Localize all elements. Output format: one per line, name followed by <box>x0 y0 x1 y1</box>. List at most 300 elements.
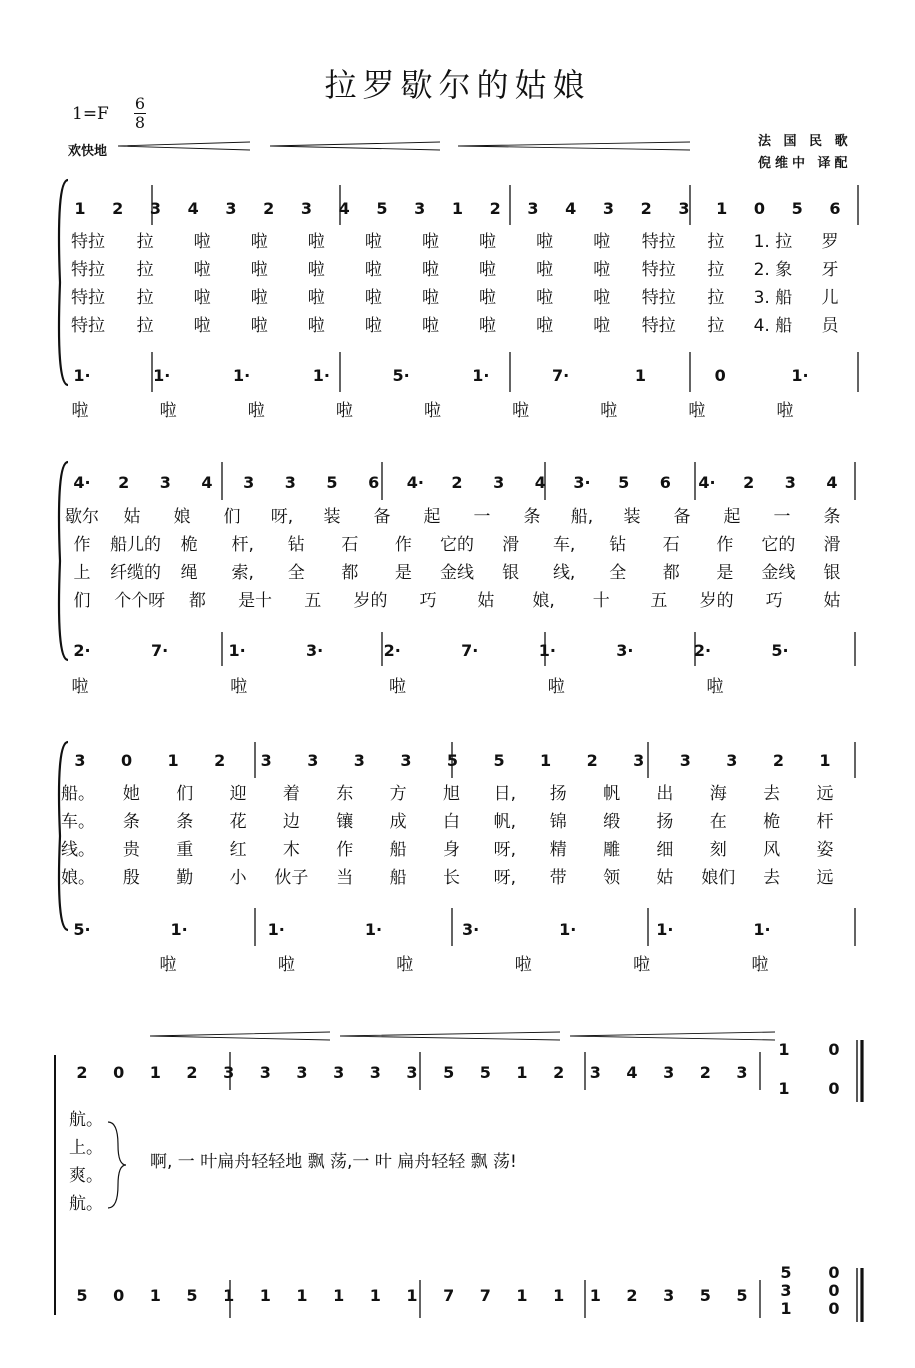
lyric-syllable: 贵 <box>122 840 140 860</box>
lyric-syllable: 啦 <box>193 316 211 336</box>
lower-lyric: 啦 <box>159 955 177 975</box>
lower-note: 1· <box>538 641 556 660</box>
lyric-syllable: 啦 <box>364 260 382 280</box>
lyric-syllable: 特拉 <box>641 260 676 280</box>
ending-note: 0 <box>828 1040 840 1059</box>
lyric-syllable: 特拉 <box>71 288 105 308</box>
upper-note: 0 <box>120 751 133 770</box>
upper-note: 3 <box>400 751 412 770</box>
lyric-syllable: 是十 <box>238 591 273 611</box>
lyric-syllable: 线。 <box>61 840 95 860</box>
lyric-syllable: 拉 <box>136 232 154 252</box>
lower-note: 2· <box>383 641 401 660</box>
lyric-syllable: 啦 <box>193 288 211 308</box>
upper-note: 4· <box>406 473 424 492</box>
lyric-syllable: 员 <box>821 316 839 336</box>
upper-note: 5 <box>376 199 388 218</box>
verse-ending: 上。 <box>69 1138 103 1158</box>
lower-lyric: 啦 <box>389 677 406 697</box>
lyric-syllable: 迎 <box>229 784 247 804</box>
upper-note: 3 <box>300 199 313 218</box>
lyric-syllable: 啦 <box>250 288 268 308</box>
lyric-syllable: 特拉 <box>71 316 105 336</box>
lyric-syllable: 起 <box>723 507 741 527</box>
lyric-syllable: 勤 <box>176 868 194 888</box>
lyric-syllable: 呀, <box>493 868 517 888</box>
lower-note: 2· <box>693 641 712 660</box>
lyric-syllable: 日, <box>493 784 517 804</box>
lyric-syllable: 牙 <box>821 260 839 280</box>
lyric-syllable: 拉 <box>707 232 725 252</box>
lyric-syllable: 长 <box>443 868 460 888</box>
upper-note: 5 <box>446 751 459 770</box>
lyric-syllable: 啦 <box>250 232 268 252</box>
ending-note: 1 <box>778 1079 790 1098</box>
lyric-syllable: 一 <box>773 507 791 527</box>
lower-lyric: 啦 <box>512 401 530 421</box>
upper-note: 2 <box>640 199 652 218</box>
lyric-syllable: 小 <box>229 868 247 888</box>
lyric-syllable: 方 <box>389 784 407 804</box>
crescendo-hairpin <box>458 142 690 150</box>
upper-note: 2 <box>76 1063 88 1082</box>
lower-note: 3 <box>663 1286 675 1305</box>
upper-note: 2 <box>112 199 124 218</box>
lower-lyric: 啦 <box>71 677 89 697</box>
verse-ending: 爽。 <box>69 1166 103 1186</box>
lyric-syllable: 条 <box>122 812 140 832</box>
upper-note: 2 <box>586 751 598 770</box>
lower-note: 1 <box>149 1286 161 1305</box>
lyric-syllable: 啦 <box>193 260 211 280</box>
upper-note: 3 <box>406 1063 418 1082</box>
lyric-syllable: 远 <box>816 784 834 804</box>
crescendo-hairpin <box>270 142 440 150</box>
lower-lyric: 啦 <box>751 955 769 975</box>
upper-note: 4 <box>826 473 838 492</box>
lyric-syllable: 啦 <box>479 260 497 280</box>
lower-lyric: 啦 <box>547 677 565 697</box>
lyric-syllable: 镶 <box>336 812 354 832</box>
lower-note: 1· <box>791 366 809 385</box>
upper-note: 3 <box>333 1063 345 1082</box>
lyric-syllable: 成 <box>389 812 407 832</box>
lyric-syllable: 啦 <box>307 232 325 252</box>
upper-note: 2 <box>186 1063 198 1082</box>
lower-note: 5· <box>771 641 789 660</box>
upper-note: 0 <box>113 1063 125 1082</box>
lyric-syllable: 红 <box>229 840 247 860</box>
lyric-syllable: 都 <box>341 563 359 583</box>
upper-note: 3 <box>284 473 296 492</box>
lyric-syllable: 在 <box>709 812 727 832</box>
lyric-syllable: 桅 <box>763 812 781 832</box>
lower-note: 7 <box>443 1286 455 1305</box>
ending-note: 1 <box>778 1040 790 1059</box>
lower-lyric: 啦 <box>633 955 651 975</box>
lower-note: 0 <box>714 366 726 385</box>
lyric-syllable: 娘们 <box>701 868 736 888</box>
lower-note: 1 <box>259 1286 271 1305</box>
lyric-syllable: 滑 <box>823 535 841 555</box>
lyric-syllable: 们 <box>176 784 194 804</box>
refrain-lyric: 啊, 一 叶扁舟轻轻地 飘 荡,一 叶 扁舟轻轻 飘 荡! <box>150 1152 517 1172</box>
lyric-syllable: 巧 <box>419 591 437 611</box>
lower-note: 1· <box>753 920 771 939</box>
lyric-syllable: 姑 <box>656 868 674 888</box>
lower-note: 5 <box>186 1286 198 1305</box>
lyric-syllable: 啦 <box>364 316 382 336</box>
key-signature: 1=F <box>72 104 109 124</box>
lyric-syllable: 风 <box>763 840 781 860</box>
lyric-syllable: 船 <box>389 868 407 888</box>
crescendo-hairpin <box>570 1032 775 1040</box>
upper-note: 5 <box>443 1063 455 1082</box>
lower-note: 1· <box>656 920 674 939</box>
lyric-syllable: 拉 <box>136 260 154 280</box>
lyric-syllable: 锦 <box>549 812 567 832</box>
lyric-syllable: 帆 <box>603 784 621 804</box>
upper-note: 3 <box>296 1063 308 1082</box>
lyric-syllable: 银 <box>502 563 520 583</box>
lyric-syllable: 车。 <box>61 812 95 832</box>
upper-note: 5 <box>493 751 505 770</box>
lyric-syllable: 啦 <box>364 232 382 252</box>
upper-note: 1 <box>451 199 464 218</box>
lower-note: 7· <box>461 641 479 660</box>
lyric-syllable: 伙子 <box>274 868 309 888</box>
lyric-syllable: 特拉 <box>641 288 676 308</box>
upper-note: 3 <box>527 199 539 218</box>
upper-note: 4 <box>187 199 199 218</box>
lyric-syllable: 去 <box>763 784 781 804</box>
lyric-syllable: 上 <box>73 563 91 583</box>
lyric-syllable: 啦 <box>421 232 439 252</box>
lyric-syllable: 儿 <box>821 288 839 308</box>
lower-note: 5· <box>392 366 410 385</box>
upper-note: 2 <box>118 473 130 492</box>
upper-note: 5 <box>326 473 338 492</box>
ending-note: 5 <box>780 1263 792 1282</box>
meter-bottom: 8 <box>134 113 146 132</box>
lyric-syllable: 雕 <box>603 840 621 860</box>
lyric-syllable: 啦 <box>307 288 325 308</box>
lyric-syllable: 巧 <box>765 591 783 611</box>
lower-note: 1 <box>406 1286 418 1305</box>
lyric-syllable: 姿 <box>816 840 834 860</box>
upper-note: 3 <box>243 473 255 492</box>
lyric-syllable: 个个呀 <box>114 591 166 611</box>
lyric-syllable: 呀, <box>493 840 517 860</box>
upper-note: 5 <box>618 473 630 492</box>
lyric-syllable: 它的 <box>440 535 474 555</box>
lyric-syllable: 全 <box>287 563 305 583</box>
lower-note: 5 <box>699 1286 711 1305</box>
lyric-syllable: 都 <box>662 563 680 583</box>
lyric-syllable: 杆, <box>231 535 254 555</box>
lyric-syllable: 3. 船 <box>753 288 793 308</box>
lyric-syllable: 啦 <box>593 260 611 280</box>
lyric-syllable: 五 <box>304 591 322 611</box>
lower-note: 1· <box>472 366 490 385</box>
lyric-syllable: 条 <box>823 507 841 527</box>
upper-note: 2 <box>743 473 755 492</box>
lyric-syllable: 线, <box>552 563 576 583</box>
upper-note: 2 <box>451 473 463 492</box>
lyric-syllable: 姑 <box>123 507 141 527</box>
lyric-syllable: 啦 <box>593 288 611 308</box>
lyric-syllable: 滑 <box>502 535 520 555</box>
lower-note: 1 <box>634 366 647 385</box>
lyric-syllable: 钻 <box>609 535 627 555</box>
lower-note: 1· <box>364 920 383 939</box>
ending-note: 3 <box>780 1281 792 1300</box>
lower-note: 0 <box>113 1286 125 1305</box>
lyric-syllable: 木 <box>282 840 300 860</box>
lyric-syllable: 罗 <box>821 232 839 252</box>
lower-note: 1 <box>333 1286 345 1305</box>
upper-note: 2 <box>699 1063 711 1082</box>
lyric-syllable: 1. 拉 <box>753 232 793 252</box>
lower-lyric: 啦 <box>424 401 441 421</box>
upper-note: 6 <box>368 473 380 492</box>
lyric-syllable: 身 <box>443 840 460 860</box>
upper-note: 3 <box>663 1063 675 1082</box>
lyric-syllable: 精 <box>549 840 567 860</box>
lyric-syllable: 船。 <box>61 784 95 804</box>
lyric-syllable: 岁的 <box>699 591 734 611</box>
lower-lyric: 啦 <box>277 955 295 975</box>
lyric-syllable: 是 <box>716 563 734 583</box>
lyric-syllable: 作 <box>73 535 91 555</box>
lyric-syllable: 五 <box>650 591 668 611</box>
lyric-syllable: 全 <box>609 563 627 583</box>
upper-note: 3 <box>260 751 272 770</box>
lyric-syllable: 金线 <box>761 563 796 583</box>
lyric-syllable: 啦 <box>479 316 497 336</box>
lower-note: 1· <box>312 366 330 385</box>
lyric-syllable: 作 <box>336 840 354 860</box>
lyric-syllable: 备 <box>373 507 391 527</box>
lyric-syllable: 啦 <box>421 288 439 308</box>
upper-note: 3 <box>679 751 691 770</box>
lyric-syllable: 杆 <box>816 812 834 832</box>
lyric-syllable: 啦 <box>536 316 554 336</box>
upper-note: 1 <box>540 751 552 770</box>
lyric-syllable: 海 <box>709 784 727 804</box>
lower-lyric: 啦 <box>396 955 414 975</box>
lyric-syllable: 娘 <box>173 507 191 527</box>
upper-note: 3 <box>353 751 365 770</box>
lyric-syllable: 重 <box>176 840 194 860</box>
lyric-syllable: 条 <box>176 812 194 832</box>
lyric-syllable: 都 <box>188 591 206 611</box>
upper-note: 4 <box>534 473 546 492</box>
lyric-syllable: 啦 <box>307 316 325 336</box>
lower-note: 1 <box>589 1286 601 1305</box>
lower-note: 2 <box>626 1286 638 1305</box>
lyric-syllable: 们 <box>73 591 91 611</box>
lyric-syllable: 石 <box>341 535 359 555</box>
lower-lyric: 啦 <box>600 401 618 421</box>
crescendo-hairpin <box>118 142 250 150</box>
lyric-syllable: 啦 <box>250 260 268 280</box>
lyric-syllable: 桅 <box>180 535 198 555</box>
upper-note: 2 <box>489 199 501 218</box>
upper-note: 3 <box>225 199 237 218</box>
lyric-syllable: 细 <box>656 840 674 860</box>
lyric-syllable: 旭 <box>443 784 460 804</box>
ending-note: 0 <box>828 1281 840 1300</box>
lower-note: 1· <box>153 366 171 385</box>
meter-top: 6 <box>134 94 146 113</box>
lyric-syllable: 啦 <box>536 288 554 308</box>
lower-note: 3· <box>616 641 634 660</box>
lyric-syllable: 装 <box>323 507 341 527</box>
lyric-syllable: 船儿的 <box>110 535 162 555</box>
lyric-syllable: 啦 <box>307 260 325 280</box>
lower-note: 7· <box>552 366 570 385</box>
upper-note: 3 <box>736 1063 748 1082</box>
upper-note: 4· <box>698 473 716 492</box>
lower-note: 1· <box>170 920 188 939</box>
upper-note: 3 <box>589 1063 601 1082</box>
crescendo-hairpin <box>150 1032 330 1040</box>
system-brace <box>59 180 68 385</box>
lower-note: 5 <box>76 1286 88 1305</box>
verse-brace <box>108 1122 126 1208</box>
lyric-syllable: 作 <box>716 535 734 555</box>
upper-note: 6 <box>659 473 671 492</box>
upper-note: 3 <box>223 1063 235 1082</box>
lyric-syllable: 殷 <box>122 868 140 888</box>
lyric-syllable: 4. 船 <box>753 316 793 336</box>
lyric-syllable: 娘, <box>532 591 555 611</box>
lower-note: 1 <box>516 1286 528 1305</box>
lyric-syllable: 拉 <box>707 316 725 336</box>
lyric-syllable: 去 <box>763 868 781 888</box>
upper-note: 3· <box>573 473 591 492</box>
upper-note: 3 <box>414 199 426 218</box>
lyric-syllable: 扬 <box>656 812 674 832</box>
lyric-syllable: 歇尔 <box>65 507 99 527</box>
upper-note: 3 <box>633 751 645 770</box>
lyric-syllable: 啦 <box>536 232 554 252</box>
lower-note: 3· <box>306 641 324 660</box>
lyric-syllable: 起 <box>423 507 441 527</box>
lyric-syllable: 出 <box>656 784 674 804</box>
lower-note: 7· <box>150 641 169 660</box>
lyric-syllable: 当 <box>336 868 354 888</box>
lyric-syllable: 金线 <box>440 563 474 583</box>
lyric-syllable: 索, <box>231 563 254 583</box>
verse-ending: 航。 <box>69 1110 103 1130</box>
lyric-syllable: 一 <box>473 507 491 527</box>
upper-note: 4· <box>73 473 91 492</box>
upper-note: 4 <box>565 199 577 218</box>
lyric-syllable: 车, <box>552 535 576 555</box>
lyric-syllable: 是 <box>394 563 412 583</box>
lower-lyric: 啦 <box>71 401 89 421</box>
upper-note: 5 <box>791 199 803 218</box>
upper-note: 3 <box>602 199 615 218</box>
lyric-syllable: 娘。 <box>61 868 95 888</box>
lyric-syllable: 东 <box>336 784 354 804</box>
upper-note: 2 <box>553 1063 565 1082</box>
lyric-syllable: 帆, <box>493 812 517 832</box>
lower-note: 5· <box>73 920 91 939</box>
lyric-syllable: 啦 <box>479 232 497 252</box>
lyric-syllable: 们 <box>223 507 241 527</box>
lyric-syllable: 绳 <box>180 563 198 583</box>
lyric-syllable: 条 <box>523 507 541 527</box>
ending-note: 1 <box>780 1299 792 1318</box>
upper-note: 4 <box>201 473 213 492</box>
lower-note: 2· <box>73 641 91 660</box>
upper-note: 2 <box>772 751 785 770</box>
upper-note: 1 <box>716 199 728 218</box>
upper-note: 6 <box>829 199 841 218</box>
lower-note: 1· <box>73 366 91 385</box>
lyric-syllable: 装 <box>623 507 641 527</box>
lower-lyric: 啦 <box>706 677 724 697</box>
song-title: 拉罗歇尔的姑娘 <box>324 66 591 104</box>
ending-note: 0 <box>828 1079 840 1098</box>
lyric-syllable: 岁的 <box>353 591 388 611</box>
upper-note: 3 <box>678 199 690 218</box>
upper-note: 3 <box>493 473 505 492</box>
lyric-syllable: 扬 <box>549 784 567 804</box>
lyric-syllable: 特拉 <box>71 260 105 280</box>
lower-lyric: 啦 <box>159 401 177 421</box>
upper-note: 5 <box>479 1063 491 1082</box>
upper-note: 3 <box>726 751 738 770</box>
lyric-syllable: 作 <box>394 535 412 555</box>
lyric-syllable: 姑 <box>477 591 495 611</box>
lower-note: 1 <box>553 1286 565 1305</box>
lower-lyric: 啦 <box>230 677 248 697</box>
lower-lyric: 啦 <box>688 401 706 421</box>
lyric-syllable: 姑 <box>823 591 841 611</box>
lyric-syllable: 拉 <box>136 316 154 336</box>
lyric-syllable: 特拉 <box>71 232 105 252</box>
lyric-syllable: 它的 <box>761 535 796 555</box>
upper-note: 3 <box>149 199 162 218</box>
translator-credit: 倪维中 译配 <box>758 156 852 171</box>
upper-note: 3 <box>74 751 86 770</box>
origin-credit: 法 国 民 歌 <box>758 134 852 149</box>
tempo-marking: 欢快地 <box>68 144 108 159</box>
lower-lyric: 啦 <box>247 401 265 421</box>
verse-ending: 航。 <box>69 1194 103 1214</box>
upper-note: 4 <box>338 199 350 218</box>
lyric-syllable: 刻 <box>709 840 727 860</box>
lower-note: 3· <box>461 920 480 939</box>
upper-note: 1 <box>819 751 831 770</box>
lower-note: 5 <box>736 1286 748 1305</box>
lyric-syllable: 啦 <box>193 232 211 252</box>
upper-note: 4 <box>626 1063 638 1082</box>
upper-note: 3 <box>159 473 171 492</box>
lower-note: 7 <box>479 1286 491 1305</box>
lyric-syllable: 啦 <box>250 316 268 336</box>
ending-note: 0 <box>828 1263 840 1282</box>
lyric-syllable: 拉 <box>707 260 725 280</box>
lyric-syllable: 白 <box>443 812 460 832</box>
lyric-syllable: 钻 <box>287 535 305 555</box>
lyric-syllable: 啦 <box>593 316 611 336</box>
upper-note: 1 <box>167 751 179 770</box>
